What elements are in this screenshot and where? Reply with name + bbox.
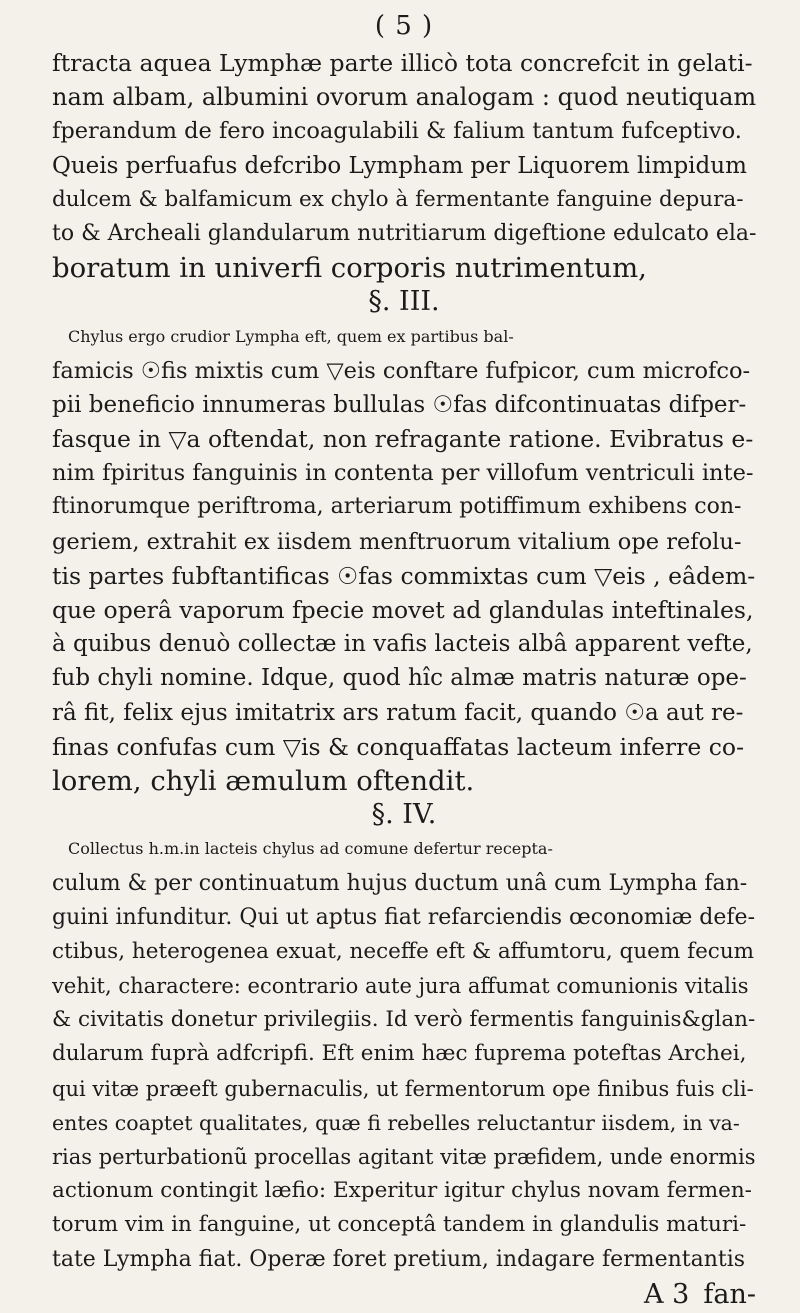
text-line: culum & per continuatum hujus ductum unâ cum Lympha fan- [52, 870, 748, 896]
text-line: nam albam, albumini ovorum analogam : quod neutiquam [52, 83, 757, 112]
text-line: ftracta aquea Lymphæ parte illicò tota concrefcit in gelati- [52, 49, 753, 77]
text-line: Queis perfuafus defcribo Lympham per Liquorem limpidum [52, 152, 747, 179]
text-line: fub chyli nomine. Idque, quod hîc almæ matris naturæ ope- [52, 665, 747, 692]
text-line: dularum fuprà adfcripfi. Eft enim hæc fuprema poteftas Archei, [52, 1041, 747, 1067]
text-line: to & Archeali glandularum nutritiarum digeftione edulcato ela- [52, 220, 757, 246]
text-line: geriem, extrahit ex iisdem menftruorum vitalium ope refolu- [52, 528, 742, 555]
text-line: guini infunditur. Qui ut aptus fiat refarciendis œconomiæ defe- [52, 904, 756, 930]
text-line: à quibus denuò collectæ in vafis lacteis albâ apparent vefte, [52, 631, 753, 658]
text-line: Collectus h.m.in lacteis chylus ad comune defertur recepta- [68, 839, 553, 859]
text-line: râ fit, felix ejus imitatrix ars ratum facit, quando ☉a aut re- [52, 699, 744, 726]
section-heading: §. III. [368, 286, 440, 318]
text-line: torum vim in fanguine, ut conceptâ tandem in glandulis maturi- [52, 1212, 747, 1238]
page-number-header: ( 5 ) [374, 11, 434, 41]
text-line: fasque in ▽a oftendat, non refragante ratione. Evibratus e- [52, 425, 754, 454]
text-line: finas confufas cum ▽is & conquaffatas lacteum inferre co- [52, 732, 745, 761]
catchword: fan- [703, 1278, 756, 1310]
text-line: vehit, charactere: econtrario aute jura affumat comunionis vitalis [52, 974, 749, 999]
text-line: famicis ☉fis mixtis cum ▽eis conftare fufpicor, cum microfco- [52, 357, 751, 384]
text-line: lorem, chyli æmulum oftendit. [52, 764, 475, 797]
signature-mark: A 3 [644, 1278, 690, 1310]
text-line: & civitatis donetur privilegiis. Id verò fermentis fanguinis&glan- [52, 1007, 756, 1033]
text-line: ftinorumque periftroma, arteriarum potiffimum exhibens con- [52, 494, 742, 520]
text-line: fperandum de fero incoagulabili & falium tantum fufceptivo. [52, 118, 742, 145]
text-line: dulcem & balfamicum ex chylo à fermentante fanguine depura- [52, 186, 744, 212]
text-line: actionum contingit læfio: Experitur igitur chylus novam fermen- [52, 1178, 752, 1204]
text-line: nim fpiritus fanguinis in contenta per villofum ventriculi inte- [52, 460, 754, 487]
page-footer [52, 1277, 756, 1313]
text-line: qui vitæ præeft gubernaculis, ut fermentorum ope finibus fuis cli- [52, 1076, 754, 1101]
text-line: que operâ vaporum fpecie movet ad glandulas inteftinales, [52, 596, 754, 624]
body-text [52, 46, 756, 1277]
text-line: rias perturbationũ procellas agitant vitæ præfidem, unde enormis [52, 1145, 756, 1169]
text-line: boratum in univerfi corporis nutrimentum, [52, 252, 647, 285]
text-line: pii beneficio innumeras bullulas ☉fas difcontinuatas difper- [52, 391, 747, 418]
text-line: tate Lympha fiat. Operæ foret pretium, indagare fermentantis [52, 1246, 746, 1272]
text-line: entes coaptet qualitates, quæ fi rebelles reluctantur iisdem, in va- [52, 1110, 740, 1135]
section-heading: §. IV. [371, 799, 437, 831]
text-line: ctibus, heterogenea exuat, neceffe eft & affumtoru, quem fecum [52, 938, 755, 964]
text-line: Chylus ergo crudior Lympha eft, quem ex partibus bal- [68, 326, 514, 346]
text-line: tis partes fubftantificas ☉fas commixtas cum ▽eis , eâdem- [52, 561, 756, 590]
